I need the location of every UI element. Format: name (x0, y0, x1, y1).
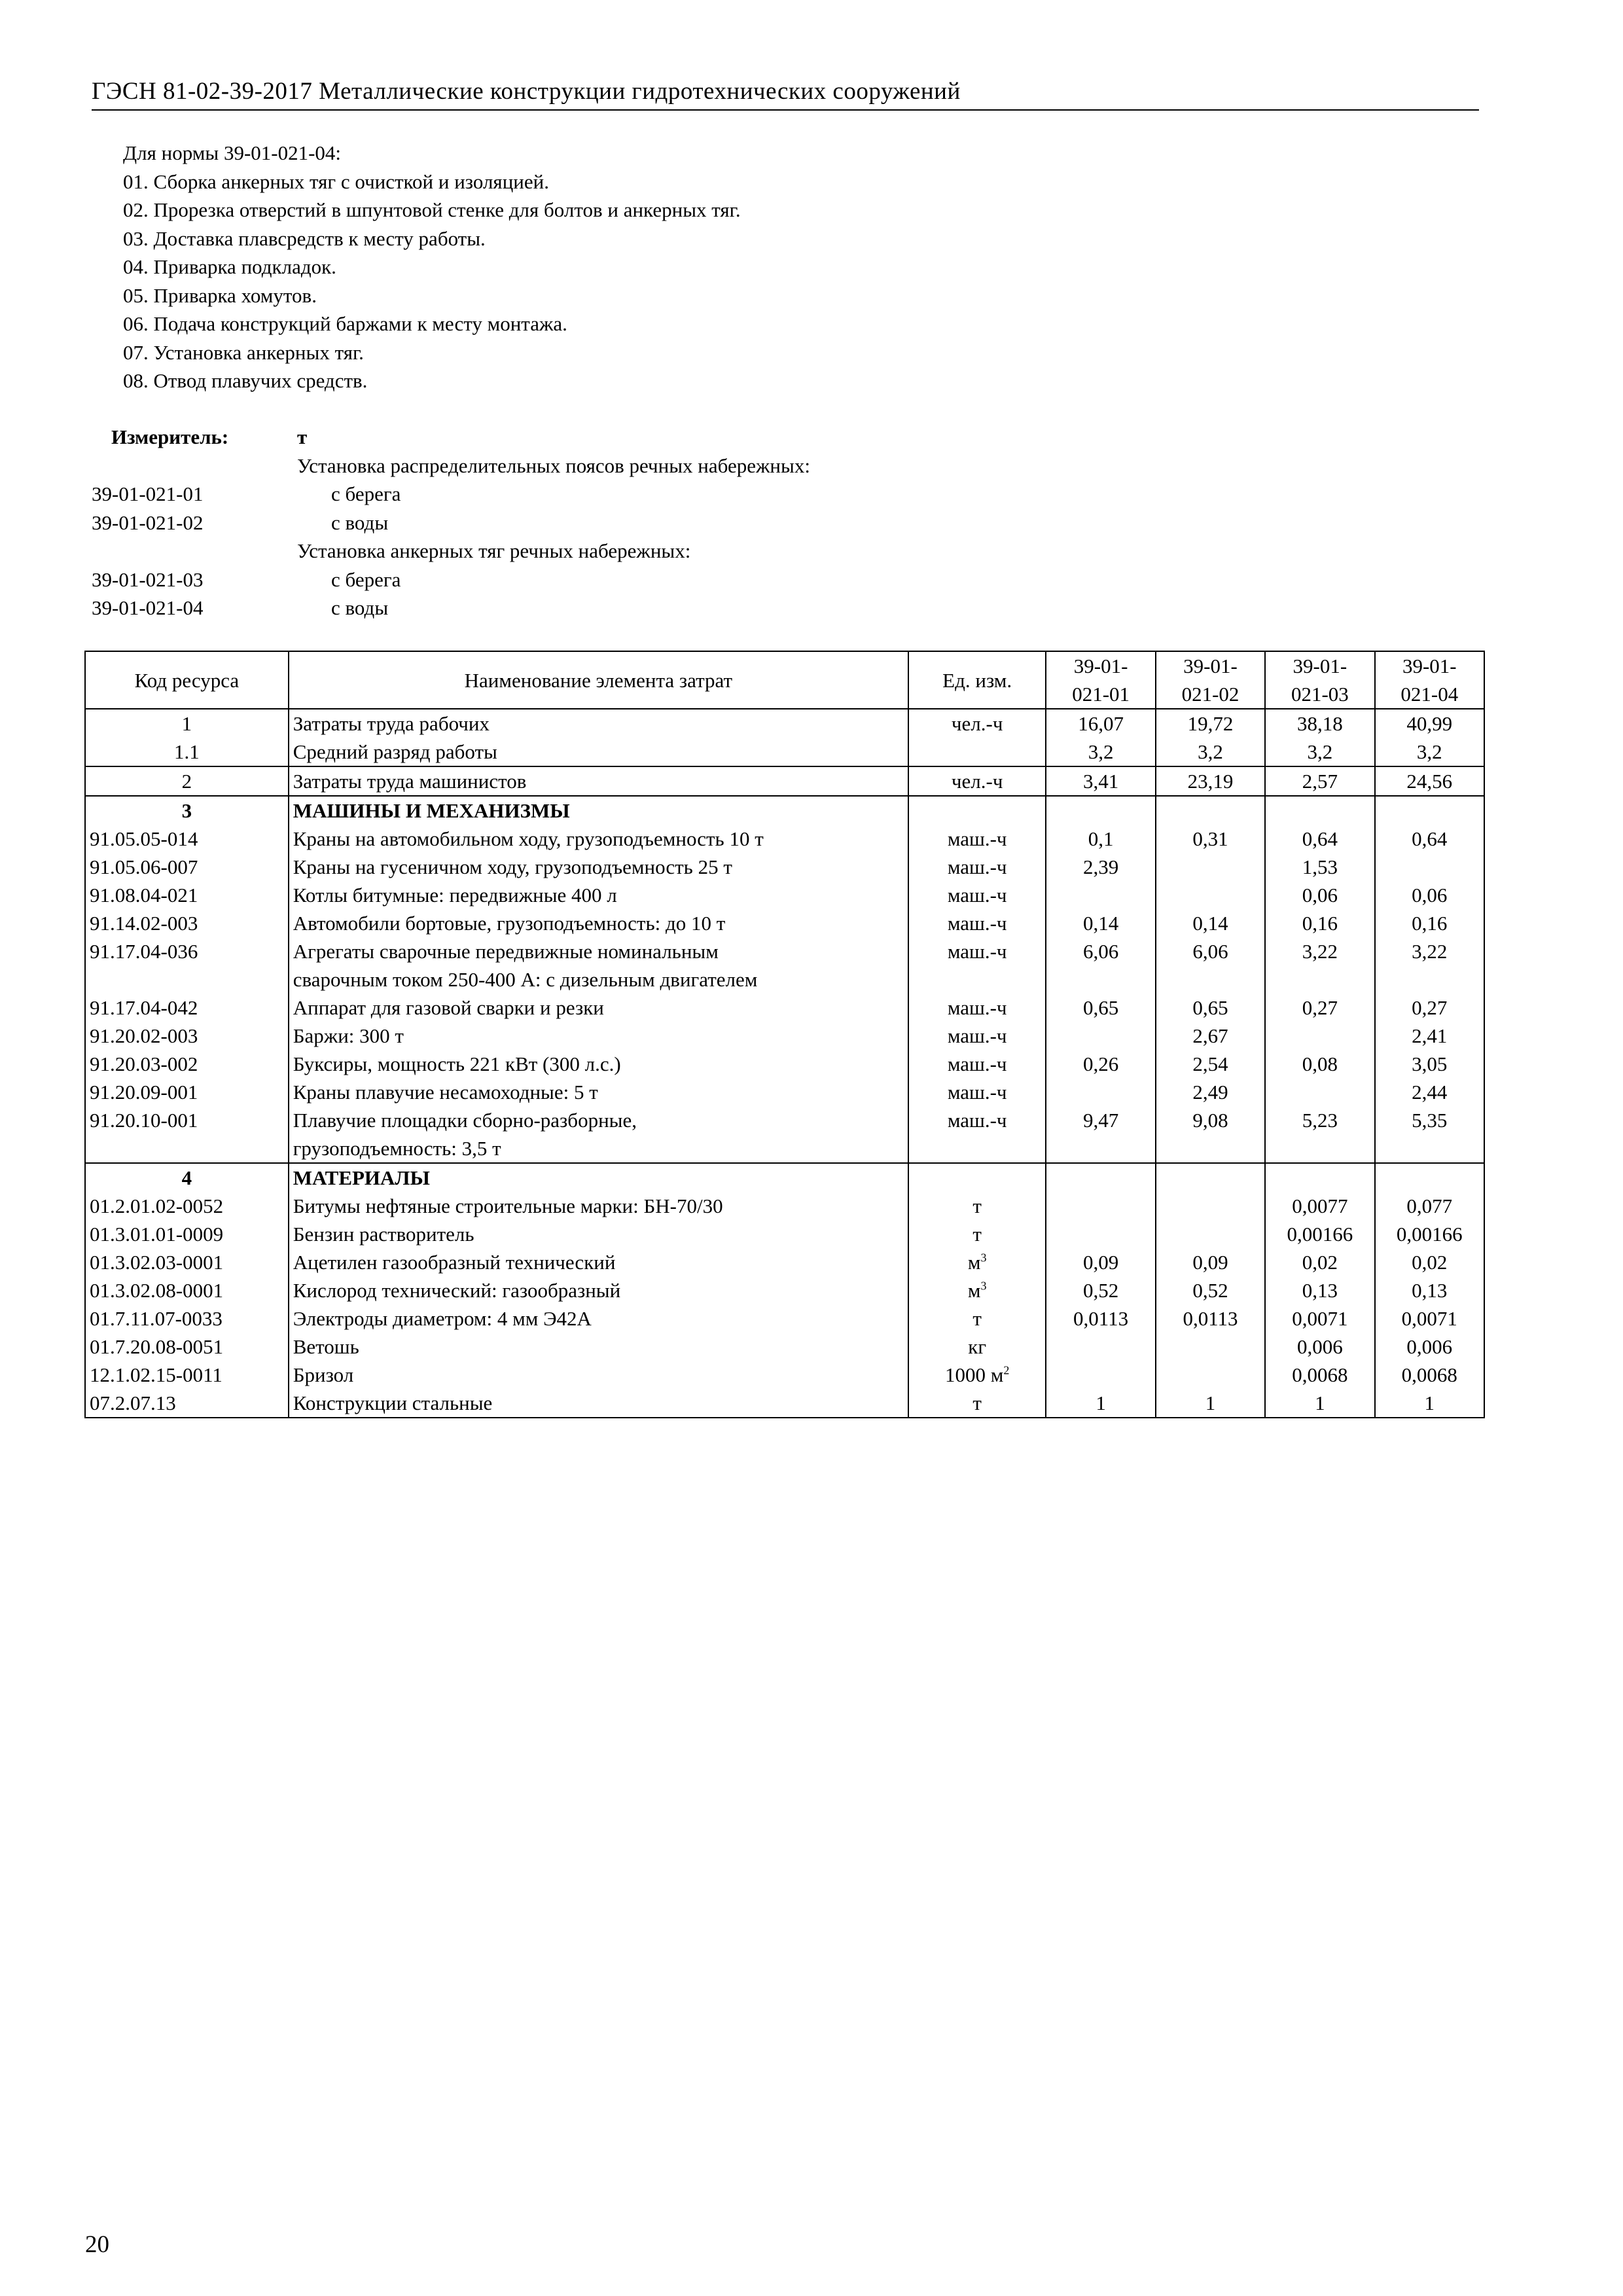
cell-value: 2,41 (1375, 1022, 1484, 1050)
table-row (85, 766, 1484, 796)
cell-value: 1 (1046, 1389, 1155, 1418)
cell-code: 2 (85, 766, 289, 796)
table-row (85, 1389, 1484, 1418)
norm-item: 05. Приварка хомутов. (123, 283, 317, 307)
cell-value: 0,00166 (1265, 1220, 1374, 1248)
measure-code: 39-01-021-04 (92, 596, 204, 619)
cell-code: 01.7.20.08-0051 (85, 1333, 289, 1361)
cell-unit: маш.-ч (908, 994, 1046, 1022)
measure-name: с воды (331, 596, 389, 619)
cell-unit (908, 738, 1046, 766)
measure-name: с берега (331, 567, 401, 591)
table-row (85, 1022, 1484, 1050)
cell-code: 91.20.03-002 (85, 1050, 289, 1078)
cell-unit: т (908, 1192, 1046, 1220)
table-row (85, 1220, 1484, 1248)
cell-value (1156, 853, 1265, 881)
cell-value: 23,19 (1156, 766, 1265, 796)
cell-value: 3,2 (1156, 738, 1265, 766)
table-row (85, 1276, 1484, 1304)
cell-value (1265, 1078, 1374, 1106)
cell-value: 0,0077 (1265, 1192, 1374, 1220)
cell-unit: $м^3$ (908, 1276, 1046, 1304)
cell-unit: кг (908, 1333, 1046, 1361)
cell-name: Аппарат для газовой сварки и резки (289, 994, 908, 1022)
cell-unit: т (908, 1304, 1046, 1333)
measure-code: 39-01-021-03 (92, 567, 204, 591)
header-norm-2: 39-01- 021-02 (1156, 651, 1265, 709)
cell-name: Котлы битумные: передвижные 400 л (289, 881, 908, 909)
cell-value (1046, 1333, 1155, 1361)
table-row (85, 853, 1484, 881)
cell-value: 0,09 (1046, 1248, 1155, 1276)
cell-value: 0,0068 (1265, 1361, 1374, 1389)
cell-value: 0,077 (1375, 1192, 1484, 1220)
cell-name: Затраты труда машинистов (289, 766, 908, 796)
cell-value: 0,0068 (1375, 1361, 1484, 1389)
cell-value (1046, 1220, 1155, 1248)
cell-value: 5,35 (1375, 1106, 1484, 1163)
cell-unit: маш.-ч (908, 1078, 1046, 1106)
cell-name: Битумы нефтяные строительные марки: БН-70/30 (289, 1192, 908, 1220)
cell-code: 91.17.04-036 (85, 937, 289, 994)
cell-code: 91.05.06-007 (85, 853, 289, 881)
cell-name: Бризол (289, 1361, 908, 1389)
cell-value: 0,0071 (1375, 1304, 1484, 1333)
cell-value: 1 (1375, 1389, 1484, 1418)
header-name: Наименование элемента затрат (289, 651, 908, 709)
cell-value (1265, 1022, 1374, 1050)
table-row (85, 1106, 1484, 1163)
cell-code: 91.17.04-042 (85, 994, 289, 1022)
cell-name: Автомобили бортовые, грузоподъемность: до 10 т (289, 909, 908, 937)
cell-value (1156, 1220, 1265, 1248)
table-row (85, 1050, 1484, 1078)
table-row (85, 1333, 1484, 1361)
cell-value: 0,31 (1156, 825, 1265, 853)
cell-value: 3,22 (1265, 937, 1374, 994)
cell-name: Ацетилен газообразный технический (289, 1248, 908, 1276)
cell-value: 2,54 (1156, 1050, 1265, 1078)
table-row (85, 709, 1484, 738)
cell-value: 2,67 (1156, 1022, 1265, 1050)
cell-value (1375, 853, 1484, 881)
measure-group-title: Установка распределительных поясов речных набережных: (297, 454, 810, 477)
cell-unit: т (908, 1220, 1046, 1248)
cell-value (1156, 1361, 1265, 1389)
norm-item: 04. Приварка подкладок. (123, 255, 336, 278)
cell-unit: маш.-ч (908, 909, 1046, 937)
measure-unit: т (297, 425, 308, 448)
table-row (85, 1361, 1484, 1389)
cell-value (1156, 1333, 1265, 1361)
cell-name: Ветошь (289, 1333, 908, 1361)
cell-value: 0,65 (1046, 994, 1155, 1022)
cell-code: 3 (85, 796, 289, 825)
cell-value: 0,26 (1046, 1050, 1155, 1078)
cell-name: Баржи: 300 т (289, 1022, 908, 1050)
cell-name: Агрегаты сварочные передвижные номинальным сварочным током 250-400 А: с дизельным двигателем (289, 937, 908, 994)
table-header-row (85, 651, 1484, 709)
cell-value: 0,006 (1265, 1333, 1374, 1361)
cell-value: 2,39 (1046, 853, 1155, 881)
cell-value: 0,02 (1375, 1248, 1484, 1276)
cell-value (1046, 1022, 1155, 1050)
table-row (85, 909, 1484, 937)
measure-code: 39-01-021-01 (92, 482, 204, 505)
cell-code: 91.20.02-003 (85, 1022, 289, 1050)
cell-value: 2,49 (1156, 1078, 1265, 1106)
table-row (85, 1078, 1484, 1106)
table-row (85, 738, 1484, 766)
cell-name: Краны плавучие несамоходные: 5 т (289, 1078, 908, 1106)
cell-unit: $м^3$ (908, 1248, 1046, 1276)
cell-value (1046, 1361, 1155, 1389)
cell-value: 9,47 (1046, 1106, 1155, 1163)
cell-value: 38,18 (1265, 709, 1374, 738)
norm-operations (123, 139, 741, 395)
measure-section (92, 423, 1335, 622)
section-row-materials (85, 1163, 1484, 1192)
cell-value: 0,006 (1375, 1333, 1484, 1361)
cell-value: 0,16 (1265, 909, 1374, 937)
cell-code: 01.2.01.02-0052 (85, 1192, 289, 1220)
measure-name: с берега (331, 482, 401, 505)
cell-value (1156, 881, 1265, 909)
cell-code: 91.20.09-001 (85, 1078, 289, 1106)
cell-unit: маш.-ч (908, 937, 1046, 994)
cell-code: 91.14.02-003 (85, 909, 289, 937)
section-title: МАШИНЫ И МЕХАНИЗМЫ (289, 796, 908, 825)
norm-item: 06. Подача конструкций баржами к месту монтажа. (123, 312, 567, 335)
header-unit: Ед. изм. (908, 651, 1046, 709)
cell-value: 3,2 (1265, 738, 1374, 766)
page-number: 20 (85, 2231, 109, 2258)
cell-unit: маш.-ч (908, 853, 1046, 881)
cell-value: 0,14 (1156, 909, 1265, 937)
section-title: МАТЕРИАЛЫ (289, 1163, 908, 1192)
cell-value: 0,0113 (1156, 1304, 1265, 1333)
cell-value: 0,0071 (1265, 1304, 1374, 1333)
cell-code: 4 (85, 1163, 289, 1192)
cell-name: Плавучие площадки сборно-разборные, грузоподъемность: 3,5 т (289, 1106, 908, 1163)
cell-value: 0,0113 (1046, 1304, 1155, 1333)
section-row-machines (85, 796, 1484, 825)
cell-value: 2,44 (1375, 1078, 1484, 1106)
cell-value: 5,23 (1265, 1106, 1374, 1163)
cell-value: 3,22 (1375, 937, 1484, 994)
cell-value: 1 (1156, 1389, 1265, 1418)
cell-value (1046, 1192, 1155, 1220)
cell-code: 12.1.02.15-0011 (85, 1361, 289, 1389)
cell-name: Затраты труда рабочих (289, 709, 908, 738)
table-row (85, 1192, 1484, 1220)
cell-value: 24,56 (1375, 766, 1484, 796)
measure-label: Измеритель: (111, 425, 229, 448)
cell-name: Электроды диаметром: 4 мм Э42А (289, 1304, 908, 1333)
cell-value (1046, 1078, 1155, 1106)
cell-value: 0,64 (1375, 825, 1484, 853)
norm-title: Для нормы 39-01-021-04: (123, 141, 342, 164)
cell-unit: маш.-ч (908, 825, 1046, 853)
header-norm-3: 39-01- 021-03 (1265, 651, 1374, 709)
cell-unit: маш.-ч (908, 1022, 1046, 1050)
cell-code: 07.2.07.13 (85, 1389, 289, 1418)
cell-code: 01.3.02.08-0001 (85, 1276, 289, 1304)
cell-code: 01.3.01.01-0009 (85, 1220, 289, 1248)
norm-item: 01. Сборка анкерных тяг с очисткой и изоляцией. (123, 170, 549, 193)
cell-value: 16,07 (1046, 709, 1155, 738)
norm-item: 02. Прорезка отверстий в шпунтовой стенке для болтов и анкерных тяг. (123, 198, 741, 221)
resource-table (84, 651, 1485, 1418)
cell-name: Бензин растворитель (289, 1220, 908, 1248)
norm-item: 03. Доставка плавсредств к месту работы. (123, 226, 486, 250)
cell-code: 91.08.04-021 (85, 881, 289, 909)
table-row (85, 825, 1484, 853)
cell-value: 3,41 (1046, 766, 1155, 796)
cell-value: 3,2 (1046, 738, 1155, 766)
cell-value: 0,16 (1375, 909, 1484, 937)
cell-value: 0,65 (1156, 994, 1265, 1022)
cell-value: 0,09 (1156, 1248, 1265, 1276)
table-row (85, 937, 1484, 994)
cell-value: 3,2 (1375, 738, 1484, 766)
cell-value: 0,00166 (1375, 1220, 1484, 1248)
table-row (85, 881, 1484, 909)
cell-unit: маш.-ч (908, 881, 1046, 909)
cell-value: 40,99 (1375, 709, 1484, 738)
cell-value: 3,05 (1375, 1050, 1484, 1078)
header-code: Код ресурса (85, 651, 289, 709)
measure-name: с воды (331, 511, 389, 534)
cell-value: 0,1 (1046, 825, 1155, 853)
cell-value: 0,64 (1265, 825, 1374, 853)
cell-value: 1 (1265, 1389, 1374, 1418)
header-norm-1: 39-01- 021-01 (1046, 651, 1155, 709)
table-row (85, 1248, 1484, 1276)
cell-name: Средний разряд работы (289, 738, 908, 766)
norm-item: 07. Установка анкерных тяг. (123, 340, 364, 364)
cell-value: 0,02 (1265, 1248, 1374, 1276)
cell-value: 0,52 (1156, 1276, 1265, 1304)
cell-code: 01.3.02.03-0001 (85, 1248, 289, 1276)
cell-unit: маш.-ч (908, 1050, 1046, 1078)
cell-value: 6,06 (1046, 937, 1155, 994)
cell-name: Конструкции стальные (289, 1389, 908, 1418)
table-row (85, 994, 1484, 1022)
cell-value: 0,08 (1265, 1050, 1374, 1078)
cell-value: 9,08 (1156, 1106, 1265, 1163)
cell-value (1046, 881, 1155, 909)
cell-value: 0,06 (1375, 881, 1484, 909)
cell-unit: чел.-ч (908, 709, 1046, 738)
cell-unit: 1000 $м^2$ (908, 1361, 1046, 1389)
cell-value: 2,57 (1265, 766, 1374, 796)
cell-unit: чел.-ч (908, 766, 1046, 796)
cell-value: 6,06 (1156, 937, 1265, 994)
cell-value: 0,06 (1265, 881, 1374, 909)
cell-code: 91.20.10-001 (85, 1106, 289, 1163)
cell-value: 0,27 (1265, 994, 1374, 1022)
cell-value: 19,72 (1156, 709, 1265, 738)
cell-code: 01.7.11.07-0033 (85, 1304, 289, 1333)
table-row (85, 1304, 1484, 1333)
cell-value (1156, 1192, 1265, 1220)
cell-name: Краны на автомобильном ходу, грузоподъемность 10 т (289, 825, 908, 853)
document-header: ГЭСН 81-02-39-2017 Металлические конструкции гидротехнических сооружений (92, 77, 1479, 111)
cell-code: 1.1 (85, 738, 289, 766)
cell-code: 1 (85, 709, 289, 738)
cell-value: 0,52 (1046, 1276, 1155, 1304)
measure-group-title: Установка анкерных тяг речных набережных: (297, 539, 691, 562)
cell-value: 0,13 (1265, 1276, 1374, 1304)
cell-name: Краны на гусеничном ходу, грузоподъемность 25 т (289, 853, 908, 881)
header-norm-4: 39-01- 021-04 (1375, 651, 1484, 709)
cell-name: Буксиры, мощность 221 кВт (300 л.с.) (289, 1050, 908, 1078)
norm-item: 08. Отвод плавучих средств. (123, 369, 368, 392)
cell-code: 91.05.05-014 (85, 825, 289, 853)
cell-name: Кислород технический: газообразный (289, 1276, 908, 1304)
cell-value: 0,14 (1046, 909, 1155, 937)
cell-unit: маш.-ч (908, 1106, 1046, 1163)
measure-code: 39-01-021-02 (92, 511, 204, 534)
cell-unit: т (908, 1389, 1046, 1418)
cell-value: 1,53 (1265, 853, 1374, 881)
cell-value: 0,13 (1375, 1276, 1484, 1304)
cell-value: 0,27 (1375, 994, 1484, 1022)
